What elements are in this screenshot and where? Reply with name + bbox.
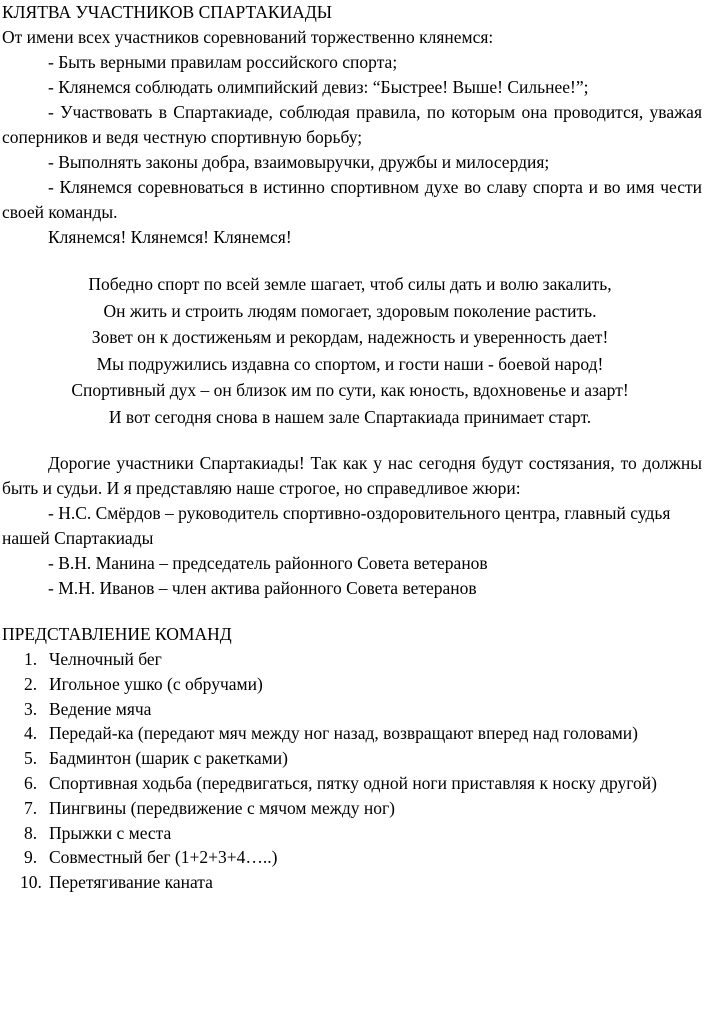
oath-title: КЛЯТВА УЧАСТНИКОВ СПАРТАКИАДЫ <box>2 2 333 22</box>
list-item-text: Совместный бег (1+2+3+4…..) <box>49 847 278 868</box>
list-item-text: Передай-ка (передают мяч между ног назад, возвращают вперед над головами) <box>49 723 638 744</box>
list-item-number: 2. <box>24 673 38 694</box>
poem <box>2 271 702 430</box>
list-item-number: 7. <box>24 797 38 818</box>
jury-member: - М.Н. Иванов – член актива районного Совета ветеранов <box>48 578 477 598</box>
oath-point: - Клянемся соблюдать олимпийский девиз: “Быстрее! Выше! Сильнее!”; <box>48 77 589 97</box>
list-item <box>2 721 702 746</box>
oath-intro: От имени всех участников соревнований торжественно клянемся: <box>2 27 494 47</box>
list-item <box>2 746 702 771</box>
poem-line: Зовет он к достиженьям и рекордам, надежность и уверенность дает! <box>91 327 609 347</box>
jury-member: - В.Н. Манина – председатель районного Совета ветеранов <box>48 553 488 573</box>
list-item-number: 8. <box>24 822 38 843</box>
list-item-number: 9. <box>24 847 38 868</box>
list-item-text: Игольное ушко (с обручами) <box>49 673 263 694</box>
list-item-number: 1. <box>24 649 38 669</box>
list-item <box>2 870 702 895</box>
poem-line: Спортивный дух – он близок им по сути, как юность, вдохновенье и азарт! <box>71 380 629 400</box>
list-item <box>2 647 702 672</box>
list-item-text: Перетягивание каната <box>49 872 213 893</box>
list-item-number: 10. <box>20 872 42 893</box>
jury-member: - Н.С. Смёрдов – руководитель спортивно-оздоровительного центра, главный судья нашей Спартакиады <box>2 503 671 548</box>
oath-point: - Быть верными правилам российского спорта; <box>48 52 398 72</box>
oath-point: - Клянемся соревноваться в истинно спортивном духе во славу спорта и во имя чести своей команды. <box>2 177 702 222</box>
list-item-text: Прыжки с места <box>49 822 172 843</box>
poem-line: И вот сегодня снова в нашем зале Спартакиада принимает старт. <box>108 406 592 427</box>
list-item <box>2 672 702 697</box>
list-item <box>2 697 702 722</box>
jury-intro: Дорогие участники Спартакиады! Так как у нас сегодня будут состязания, то должны быть и судьи. И я представляю наше строгое, но справедливое жюри: <box>2 453 702 498</box>
list-item <box>2 796 702 821</box>
list-item-text: Бадминтон (шарик с ракетками) <box>49 748 288 769</box>
spacer <box>2 430 702 451</box>
spacer <box>2 250 702 271</box>
teams-list <box>2 647 702 895</box>
poem-line: Он жить и строить людям помогает, здоровым поколение растить. <box>103 300 597 321</box>
list-item-text: Пингвины (передвижение с мячом между ног) <box>49 797 395 818</box>
poem-line: Мы подружились издавна со спортом, и гости наши - боевой народ! <box>96 353 604 374</box>
list-item-number: 3. <box>24 698 38 719</box>
list-item-text: Челночный бег <box>49 649 162 669</box>
list-item-text: Спортивная ходьба (передвигаться, пятку одной ноги приставляя к носку другой) <box>49 772 657 793</box>
teams-title: ПРЕДСТАВЛЕНИЕ КОМАНД <box>2 624 232 644</box>
list-item-number: 6. <box>24 772 38 793</box>
list-item <box>2 771 702 796</box>
list-item <box>2 845 702 870</box>
list-item <box>2 821 702 846</box>
oath-point: - Выполнять законы добра, взаимовыручки, дружбы и милосердия; <box>48 152 550 172</box>
document-content <box>2 0 702 895</box>
oath-point: - Участвовать в Спартакиаде, соблюдая правила, по которым она проводится, уважая соперников и ведя честную спортивную борьбу; <box>2 102 702 147</box>
list-item-number: 4. <box>24 723 38 744</box>
oath-closing: Клянемся! Клянемся! Клянемся! <box>48 227 292 247</box>
list-item-text: Ведение мяча <box>49 698 152 719</box>
poem-line: Победно спорт по всей земле шагает, чтоб силы дать и волю закалить, <box>88 274 612 294</box>
spacer <box>2 601 702 622</box>
list-item-number: 5. <box>24 748 38 769</box>
